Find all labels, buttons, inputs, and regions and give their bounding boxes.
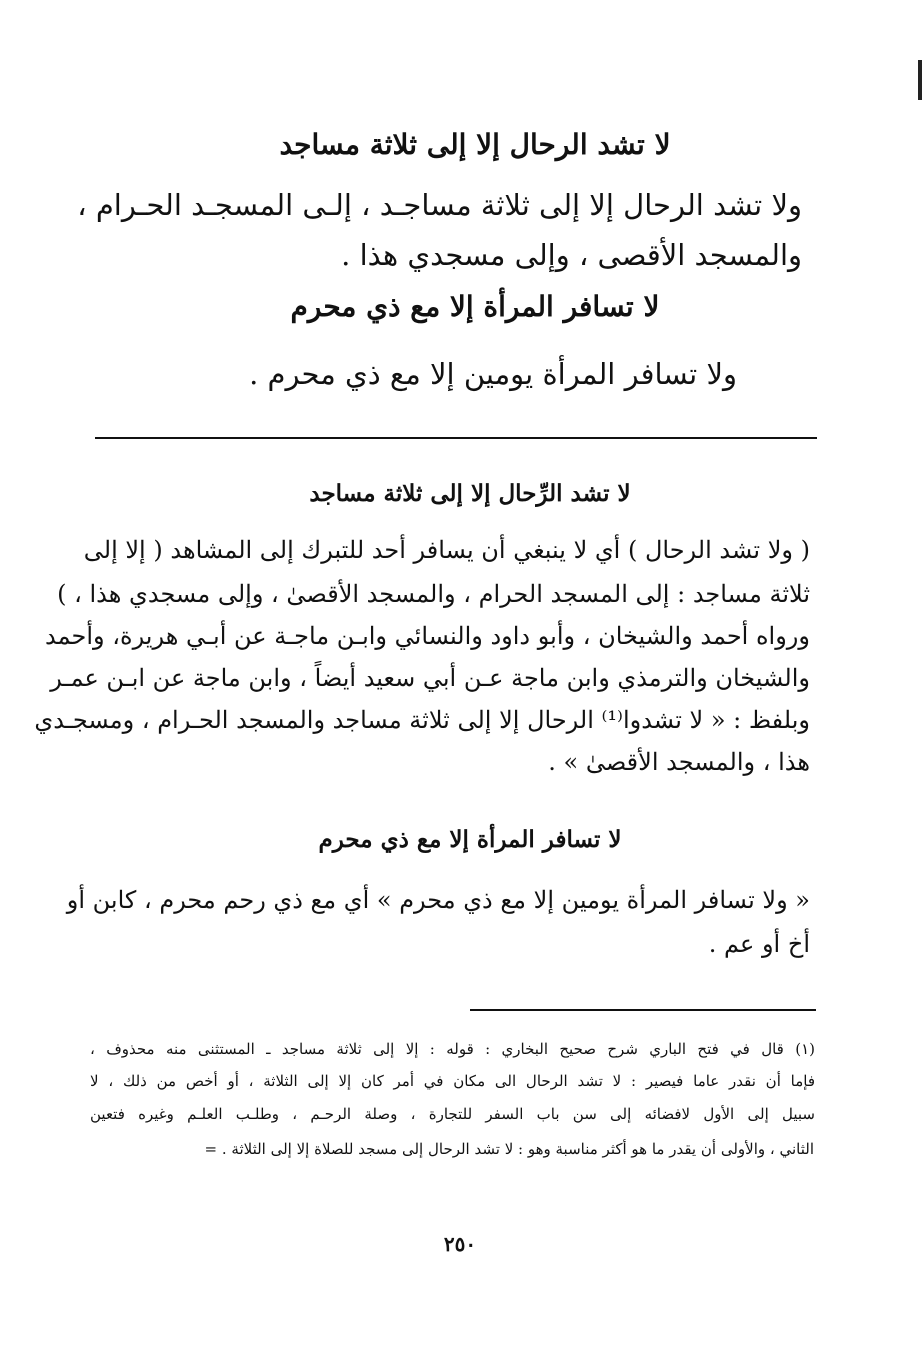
commentary-heading-2: لا تسافر المرأة إلا مع ذي محرم xyxy=(318,826,622,853)
scan-edge-mark xyxy=(918,60,922,100)
commentary-line: وبلفظ : « لا تشدوا⁽¹⁾ الرحال إلا إلى ثلاثة مساجد والمسجد الحـرام ، ومسجـدي xyxy=(34,706,810,734)
hadith-text-1-line-1: ولا تشد الرحال إلا إلى ثلاثة مساجـد ، إلـى المسجـد الحـرام ، xyxy=(77,188,802,222)
commentary-line: ثلاثة مساجد : إلى المسجد الحرام ، والمسجد الأقصىٰ ، وإلى مسجدي هذا ، ) xyxy=(57,580,810,608)
footnote-divider xyxy=(470,1009,816,1011)
page-number: ٢٥٠ xyxy=(443,1232,477,1256)
commentary-line: ( ولا تشد الرحال ) أي لا ينبغي أن يسافر أحد للتبرك إلى المشاهد ( إلا إلى xyxy=(83,536,810,564)
footnote-line: (١) قال في فتح الباري شرح صحيح البخاري : قوله : إلا إلى ثلاثة مساجد ـ المستثنى منه محذوف ، xyxy=(90,1040,815,1058)
footnote-line: فإما أن نقدر عاما فيصير : لا تشد الرحال الى مكان في أمر كان إلا إلى الثلاثة ، أو أخص من ذلك ، لا xyxy=(90,1072,815,1090)
commentary-heading-1: لا تشد الرِّحال إلا إلى ثلاثة مساجد xyxy=(309,480,631,507)
footnote-line: سبيل إلى الأول لافضائه إلى سن باب السفر للتجارة ، وصلة الرحـم ، وطلـب العلـم وغيره فتعين xyxy=(90,1105,815,1123)
hadith-heading-2: لا تسافر المرأة إلا مع ذي محرم xyxy=(290,290,660,323)
commentary-line-2: « ولا تسافر المرأة يومين إلا مع ذي محرم » أي مع ذي رحم محرم ، كابن أو xyxy=(66,886,810,914)
hadith-text-1-line-2: والمسجد الأقصى ، وإلى مسجدي هذا . xyxy=(341,238,802,272)
commentary-line: والشيخان والترمذي وابن ماجة عـن أبي سعيد أيضاً ، وابن ماجة عن ابـن عمـر xyxy=(50,664,810,692)
hadith-text-2: ولا تسافر المرأة يومين إلا مع ذي محرم . xyxy=(249,357,737,391)
commentary-last-line-1: هذا ، والمسجد الأقصىٰ » . xyxy=(548,748,810,776)
commentary-last-line-2: أخ أو عم . xyxy=(708,930,810,958)
section-divider xyxy=(95,437,817,439)
commentary-line: ورواه أحمد والشيخان ، وأبو داود والنسائي وابـن ماجـة عن أبـي هريرة، وأحمد xyxy=(45,622,810,650)
hadith-heading-1: لا تشد الرحال إلا إلى ثلاثة مساجد xyxy=(279,128,671,161)
footnote-line: الثاني ، والأولى أن يقدر ما هو أكثر مناسبة وهو : لا تشد الرحال إلى مسجد للصلاة إلا إلى الثلاثة . = xyxy=(204,1140,814,1158)
